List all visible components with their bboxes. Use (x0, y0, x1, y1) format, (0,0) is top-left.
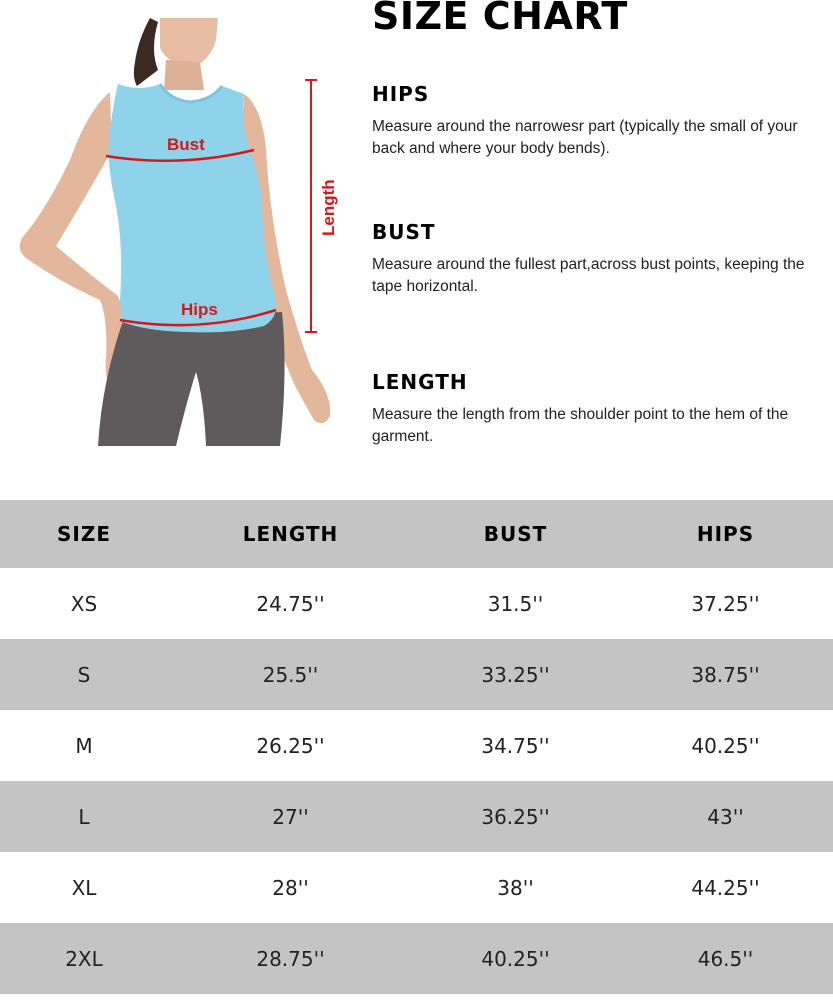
bust-section (372, 220, 812, 298)
cell-hips: 46.5'' (618, 923, 833, 994)
bust-heading: BUST (372, 220, 436, 244)
cell-size: L (0, 781, 168, 852)
header-size: SIZE (0, 500, 168, 568)
header-length: LENGTH (168, 500, 413, 568)
table-row (0, 923, 833, 994)
cell-bust: 33.25'' (413, 639, 618, 710)
cell-size: 2XL (0, 923, 168, 994)
hips-section (372, 82, 812, 160)
cell-length: 26.25'' (168, 710, 413, 781)
cell-length: 28.75'' (168, 923, 413, 994)
cell-length: 24.75'' (168, 568, 413, 639)
length-section (372, 370, 812, 448)
page-title: SIZE CHART (372, 0, 628, 38)
cell-bust: 38'' (413, 852, 618, 923)
header-hips: HIPS (618, 500, 833, 568)
cell-length: 25.5'' (168, 639, 413, 710)
cell-hips: 38.75'' (618, 639, 833, 710)
cell-bust: 34.75'' (413, 710, 618, 781)
cell-length: 28'' (168, 852, 413, 923)
table-row (0, 852, 833, 923)
cell-hips: 43'' (618, 781, 833, 852)
leggings-shape (98, 312, 285, 446)
cell-size: XS (0, 568, 168, 639)
size-table (0, 500, 833, 994)
bust-description: Measure around the fullest part,across bust points, keeping the tape horizontal. (372, 256, 805, 295)
table-header-row (0, 500, 833, 568)
bust-label: Bust (167, 135, 205, 154)
cell-hips: 40.25'' (618, 710, 833, 781)
length-label: Length (319, 179, 338, 236)
length-description: Measure the length from the shoulder point to the hem of the garment. (372, 406, 789, 445)
cell-bust: 36.25'' (413, 781, 618, 852)
hair-shape (134, 18, 158, 86)
cell-size: S (0, 639, 168, 710)
table-row (0, 568, 833, 639)
cell-hips: 37.25'' (618, 568, 833, 639)
hips-description: Measure around the narrowesr part (typically the small of your back and where your body bends). (372, 118, 798, 157)
table-row (0, 781, 833, 852)
hips-label: Hips (181, 300, 218, 319)
cell-bust: 31.5'' (413, 568, 618, 639)
hips-heading: HIPS (372, 82, 430, 106)
table-row (0, 710, 833, 781)
table-row (0, 639, 833, 710)
length-heading: LENGTH (372, 370, 468, 394)
header-bust: BUST (413, 500, 618, 568)
length-measure-line (305, 80, 317, 332)
model-measurement-illustration (0, 0, 360, 470)
neck-shape (164, 60, 204, 90)
cell-size: XL (0, 852, 168, 923)
cell-hips: 44.25'' (618, 852, 833, 923)
cell-bust: 40.25'' (413, 923, 618, 994)
cell-size: M (0, 710, 168, 781)
cell-length: 27'' (168, 781, 413, 852)
